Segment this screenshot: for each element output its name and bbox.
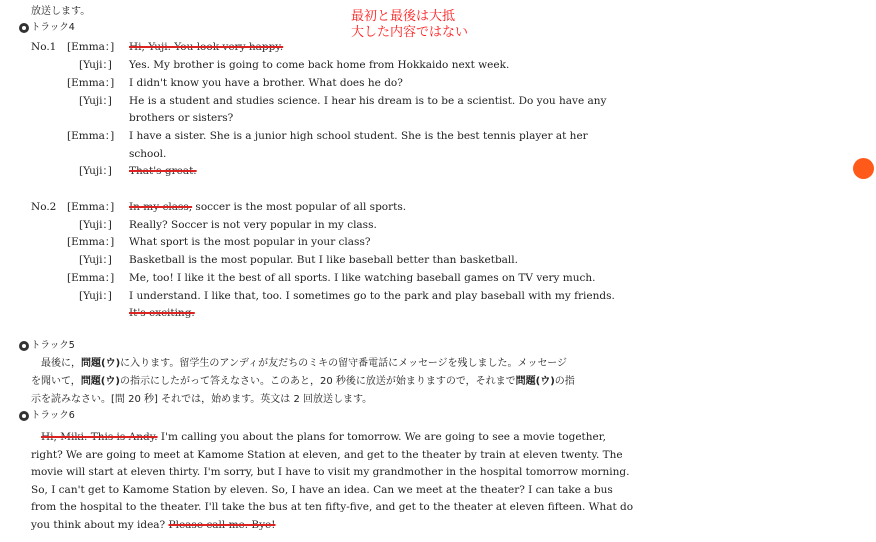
instruction-line	[41, 357, 567, 371]
top-line: 放送します。	[31, 6, 91, 17]
message-rest: you think about my idea?	[31, 519, 169, 531]
no2-label: No.2	[31, 201, 57, 213]
dialogue-line-cont: brothers or sisters?	[129, 112, 234, 124]
message-rest: I'm calling you about the plans for tomorrow. We are going to see a movie together,	[157, 431, 606, 443]
message-line	[31, 518, 276, 532]
question-ref: 問題(ウ)	[515, 376, 555, 387]
text-span: 最後に，	[41, 358, 81, 369]
dialogue-rest: soccer is the most popular of all sports.	[192, 201, 407, 213]
struck-phrase: Hi, Miki. This is Andy.	[41, 431, 158, 443]
struck-line: It's exciting.	[129, 307, 195, 319]
speaker-label: [Emma：]	[67, 236, 115, 248]
instruction-line: 示を読みなさい。[間 20 秒] それでは，始めます。英文は 2 回放送します。	[31, 394, 373, 405]
dialogue-line: Yes. My brother is going to come back home from Hokkaido next week.	[129, 59, 510, 71]
track5-label: トラック5	[31, 340, 75, 351]
speaker-label: [Emma：]	[67, 41, 115, 53]
annotation-note-line1: 最初と最後は大抵	[351, 9, 456, 24]
track4-header	[19, 22, 75, 34]
track6-header	[19, 410, 75, 422]
dialogue-line	[129, 200, 406, 214]
speaker-label: [Emma：]	[67, 130, 115, 142]
message-line: right? We are going to meet at Kamome Station at eleven, and get to the theater by train at eleven twenty. The	[31, 449, 623, 461]
speaker-label: [Emma：]	[67, 77, 115, 89]
track4-label: トラック4	[31, 22, 75, 33]
text-span: に入ります。留学生のアンディが友だちのミキの留守番電話にメッセージを残しました。メッセージ	[120, 358, 567, 369]
track6-label: トラック6	[31, 410, 75, 421]
message-line: movie will start at eleven thirty. I'm sorry, but I have to visit my grandmother in the hospital tomorrow morning.	[31, 466, 630, 478]
text-span: の指示にしたがって答えなさい。このあと，20 秒後に放送が始まりますので，それまで	[119, 376, 516, 387]
dialogue-line: Really? Soccer is not very popular in my class.	[129, 219, 377, 231]
speaker-label: [Yuji：]	[79, 165, 112, 177]
message-line: So, I can't get to Kamome Station by eleven. So, I have an idea. Can we meet at the theater? I can take a bus	[31, 484, 613, 496]
track5-header	[19, 340, 75, 352]
cd-icon	[19, 411, 29, 421]
speaker-label: [Yuji：]	[79, 219, 112, 231]
speaker-label: [Emma：]	[67, 272, 115, 284]
dialogue-line: He is a student and studies science. I hear his dream is to be a scientist. Do you have any	[129, 95, 607, 107]
question-ref: 問題(ウ)	[80, 376, 120, 387]
text-span: を聞いて，	[31, 376, 81, 387]
question-ref: 問題(ウ)	[81, 358, 121, 369]
text-span: の指	[554, 376, 575, 387]
annotation-note-line2: 大した内容ではない	[351, 25, 469, 40]
struck-phrase: Please call me. Bye!	[168, 519, 276, 531]
instruction-line	[31, 375, 575, 389]
struck-phrase: In my class,	[129, 201, 193, 213]
speaker-label: [Yuji：]	[79, 254, 112, 266]
dialogue-line: What sport is the most popular in your class?	[129, 236, 371, 248]
message-line: from the hospital to the theater. I'll take the bus at ten fifty-five, and get to the theater at eleven fifteen. What do	[31, 501, 634, 513]
speaker-label: [Emma：]	[67, 201, 115, 213]
dialogue-line: I didn't know you have a brother. What does he do?	[129, 77, 403, 89]
dialogue-line: Basketball is the most popular. But I like baseball better than basketball.	[129, 254, 518, 266]
dialogue-line: I understand. I like that, too. I sometimes go to the park and play baseball with my friends.	[129, 290, 615, 302]
dialogue-line: Me, too! I like it the best of all sports. I like watching baseball games on TV very much.	[129, 272, 596, 284]
speaker-label: [Yuji：]	[79, 95, 112, 107]
speaker-label: [Yuji：]	[79, 59, 112, 71]
no1-label: No.1	[31, 41, 57, 53]
speaker-label: [Yuji：]	[79, 290, 112, 302]
dialogue-line: That's great.	[129, 165, 197, 177]
message-line	[41, 430, 606, 444]
dialogue-line-cont: school.	[129, 148, 167, 160]
cd-icon	[19, 23, 29, 33]
cd-icon	[19, 341, 29, 351]
orange-dot-marker	[853, 158, 874, 179]
dialogue-line: I have a sister. She is a junior high school student. She is the best tennis player at her	[129, 130, 588, 142]
dialogue-line: Hi, Yuji. You look very happy.	[129, 41, 284, 53]
